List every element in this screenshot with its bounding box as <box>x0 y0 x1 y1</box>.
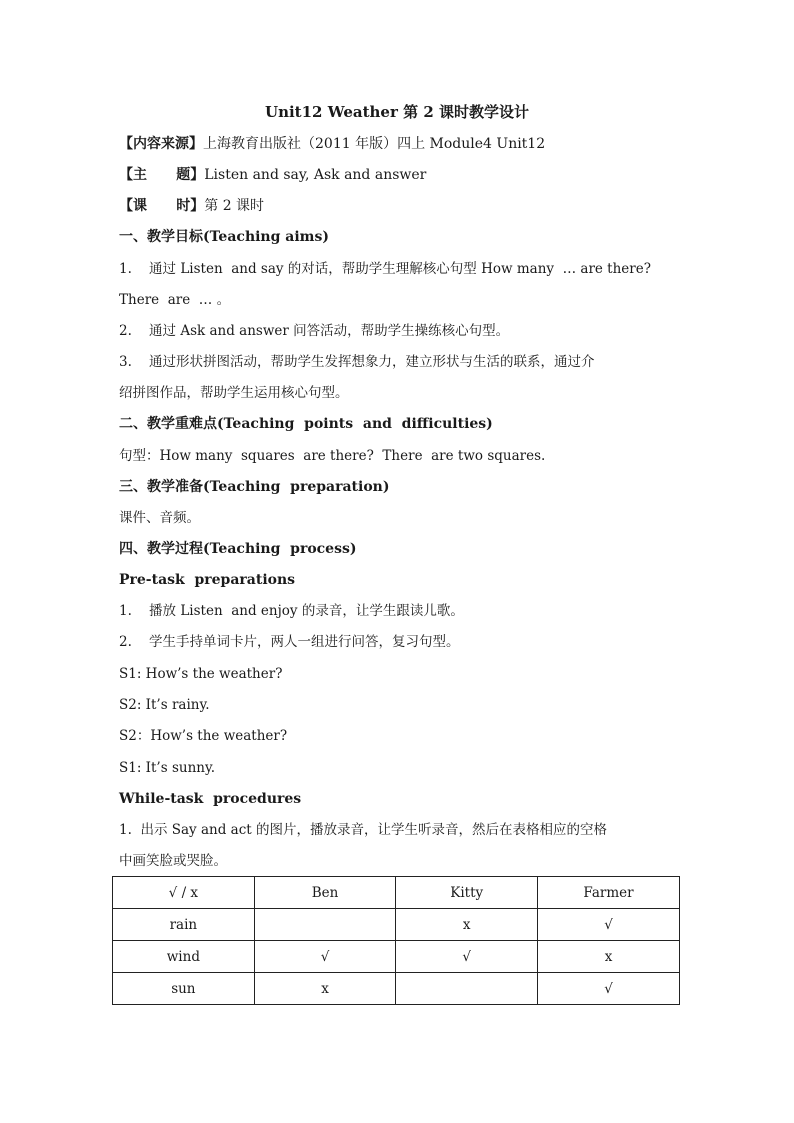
table-row <box>113 909 680 941</box>
prep-heading: 三、教学准备(Teaching preparation) <box>119 479 390 495</box>
table-cell: rain <box>113 909 255 941</box>
meta-topic-value: Listen and say, Ask and answer <box>204 167 427 183</box>
table-cell: x <box>538 941 680 973</box>
while-task-step-1-line-1: 1. 出示 Say and act 的图片，播放录音，让学生听录音，然后在表格相应的空格 <box>119 822 607 838</box>
pre-task-step-2: 2. 学生手持单词卡片，两人一组进行问答，复习句型。 <box>119 634 460 650</box>
dialogue-line-4: S1: It’s sunny. <box>119 760 216 776</box>
table-cell: x <box>254 973 396 1005</box>
meta-period <box>119 196 264 216</box>
dialogue-line-1: S1: How’s the weather? <box>119 666 283 682</box>
table-cell <box>254 909 396 941</box>
table-header-cell: Ben <box>254 877 396 909</box>
table-cell: √ <box>254 941 396 973</box>
aim-1-line-2: There are … 。 <box>119 292 231 308</box>
meta-source-value: 上海教育出版社（2011 年版）四上 Module4 Unit12 <box>203 136 546 152</box>
aims-heading: 一、教学目标(Teaching aims) <box>119 229 329 245</box>
aim-3-line-2: 绍拼图作品，帮助学生运用核心句型。 <box>119 385 349 401</box>
table-header-row <box>113 877 680 909</box>
dialogue-line-3: S2：How’s the weather? <box>119 728 288 744</box>
table-cell: x <box>396 909 538 941</box>
meta-source <box>119 134 545 154</box>
meta-topic-key: 【主 题】 <box>119 167 205 183</box>
meta-period-value: 第 2 课时 <box>204 198 265 214</box>
prep-text: 课件、音频。 <box>119 510 200 526</box>
weather-table <box>112 876 680 1005</box>
table-header-cell: Farmer <box>538 877 680 909</box>
meta-period-key: 【课 时】 <box>119 198 205 214</box>
pre-task-step-1: 1. 播放 Listen and enjoy 的录音，让学生跟读儿歌。 <box>119 603 464 619</box>
while-task-step-1-line-2: 中画笑脸或哭脸。 <box>119 853 227 869</box>
dialogue-line-2: S2: It’s rainy. <box>119 697 210 713</box>
document-title: Unit12 Weather 第 2 课时教学设计 <box>265 103 529 121</box>
table-cell: √ <box>538 909 680 941</box>
table-row <box>113 973 680 1005</box>
aim-2: 2. 通过 Ask and answer 问答活动，帮助学生操练核心句型。 <box>119 323 510 339</box>
table-cell: sun <box>113 973 255 1005</box>
while-task-heading: While-task procedures <box>119 791 302 807</box>
meta-topic <box>119 165 426 185</box>
table-cell <box>396 973 538 1005</box>
aim-3-line-1: 3. 通过形状拼图活动，帮助学生发挥想象力，建立形状与生活的联系，通过介 <box>119 354 595 370</box>
aim-1-line-1: 1. 通过 Listen and say 的对话，帮助学生理解核心句型 How many … are there? <box>119 261 651 277</box>
table-header-cell: √ / x <box>113 877 255 909</box>
table-cell: wind <box>113 941 255 973</box>
points-text: 句型：How many squares are there? There are two squares. <box>119 448 546 464</box>
meta-source-key: 【内容来源】 <box>119 136 203 152</box>
points-heading: 二、教学重难点(Teaching points and difficulties) <box>119 416 493 432</box>
table-cell: √ <box>538 973 680 1005</box>
table-cell: √ <box>396 941 538 973</box>
table-header-cell: Kitty <box>396 877 538 909</box>
process-heading: 四、教学过程(Teaching process) <box>119 541 357 557</box>
table-row <box>113 941 680 973</box>
pre-task-heading: Pre-task preparations <box>119 572 296 588</box>
